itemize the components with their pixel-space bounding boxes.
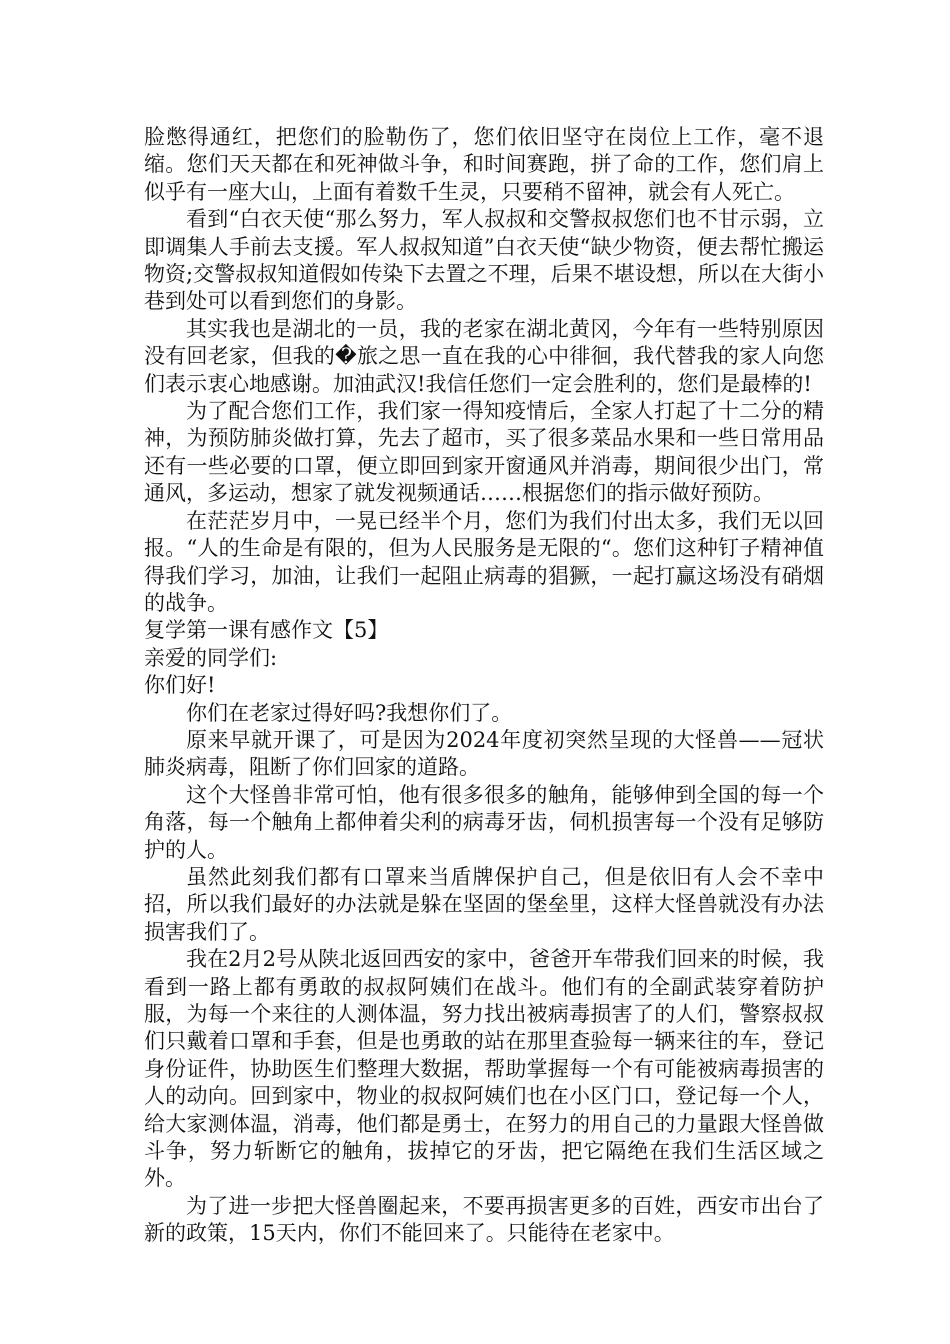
document-body — [144, 124, 824, 1248]
salutation: 亲爱的同学们: — [144, 645, 278, 670]
paragraph: 为了配合您们工作，我们家一得知疫情后，全家人打起了十二分的精神，为预防肺炎做打算，先去了超市，买了很多菜品水果和一些日常用品还有一些必要的口罩，便立即回到家开窗通风并消毒，期间很少出门，常通风，多运动，想家了就发视频通话……根据您们的指示做好预防。 — [144, 399, 824, 506]
paragraph: 在茫茫岁月中，一晃已经半个月，您们为我们付出太多，我们无以回报。“人的生命是有限的，但为人民服务是无限的“。您们这种钉子精神值得我们学习，加油，让我们一起阻止病毒的猖獗，一起打赢这场没有硝烟的战争。 — [144, 508, 824, 615]
paragraph: 这个大怪兽非常可怕，他有很多很多的触角，能够伸到全国的每一个角落，每一个触角上都伸着尖利的病毒牙齿，伺机损害每一个没有足够防护的人。 — [144, 782, 824, 862]
paragraph: 虽然此刻我们都有口罩来当盾牌保护自己，但是依旧有人会不幸中招，所以我们最好的办法就是躲在坚固的堡垒里，这样大怪兽就没有办法损害我们了。 — [144, 864, 824, 944]
paragraph: 看到“白衣天使“那么努力，军人叔叔和交警叔叔您们也不甘示弱，立即调集人手前去支援。军人叔叔知道”白衣天使“缺少物资，便去帮忙搬运物资;交警叔叔知道假如传染下去置之不理，后果不堪设想，所以在大街小巷到处可以看到您们的身影。 — [144, 207, 824, 314]
paragraph: 为了进一步把大怪兽圈起来，不要再损害更多的百姓，西安市出台了新的政策，15天内，你们不能回来了。只能待在老家中。 — [144, 1193, 824, 1246]
paragraph: 脸憋得通红，把您们的脸勒伤了，您们依旧坚守在岗位上工作，毫不退缩。您们天天都在和死神做斗争，和时间赛跑，拼了命的工作，您们肩上似乎有一座大山，上面有着数千生灵，只要稍不留神，就会有人死亡。 — [144, 125, 824, 204]
paragraph: 原来早就开课了，可是因为2024年度初突然呈现的大怪兽——冠状肺炎病毒，阻断了你们回家的道路。 — [144, 727, 824, 780]
greeting: 你们好! — [144, 673, 216, 698]
section-heading: 复学第一课有感作文【5】 — [144, 618, 389, 643]
paragraph: 我在2月2号从陕北返回西安的家中，爸爸开车带我们回来的时候，我看到一路上都有勇敢的叔叔阿姨们在战斗。他们有的全副武装穿着防护服，为每一个来往的人测体温，努力找出被病毒损害了的人们，警察叔叔们只戴着口罩和手套，但是也勇敢的站在那里查验每一辆来往的车，登记身份证件，协助医生们整理大数据，帮助掌握每一个有可能被病毒损害的人的动向。回到家中，物业的叔叔阿姨们也在小区门口，登记每一个人，给大家测体温，消毒，他们都是勇士，在努力的用自己的力量跟大怪兽做斗争，努力斩断它的触角，拔掉它的牙齿，把它隔绝在我们生活区域之外。 — [144, 947, 824, 1191]
paragraph: 你们在老家过得好吗?我想你们了。 — [186, 700, 513, 725]
paragraph: 其实我也是湖北的一员，我的老家在湖北黄冈，今年有一些特别原因没有回老家，但我的�旅之思一直在我的心中徘徊，我代替我的家人向您们表示衷心地感谢。加油武汉!我信任您们一定会胜利的，您们是最棒的! — [144, 316, 824, 396]
